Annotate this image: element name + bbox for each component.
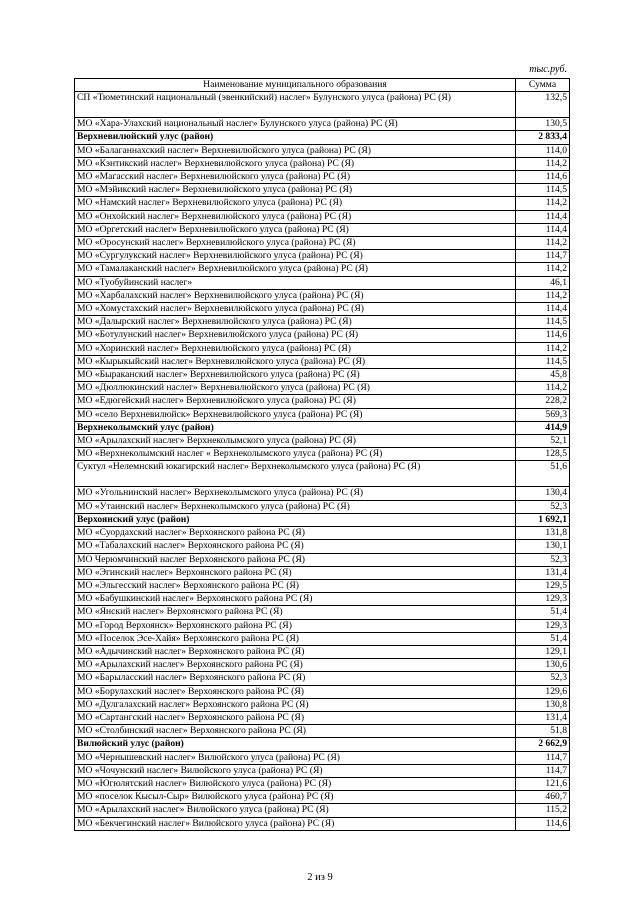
row-name: МО «Янский наслег» Верхоянского района РС (Я) [75,606,516,619]
row-sum: 569,3 [516,408,570,421]
header-name: Наименование муниципального образования [75,79,516,92]
table-row [75,171,570,184]
row-sum: 46,1 [516,276,570,289]
table-row [75,435,570,448]
row-name: Вилюйский улус (район) [75,738,516,751]
row-sum: 114,2 [516,157,570,170]
table-row [75,303,570,316]
row-sum: 130,8 [516,698,570,711]
table-row [75,144,570,157]
table-row [75,355,570,368]
row-sum: 414,9 [516,421,570,434]
row-name: МО «Верхнеколымский наслег « Верхнеколымского улуса (района) РС (Я) [75,448,516,461]
table-row [75,500,570,513]
table-row [75,210,570,223]
table-row [75,184,570,197]
page-number: 2 из 9 [307,872,333,883]
table-row [75,263,570,276]
table-row [75,606,570,619]
row-sum: 2 662,9 [516,738,570,751]
table-row [75,645,570,658]
row-sum: 114,2 [516,289,570,302]
row-name: МО «Сартангский наслег» Верхоянского района РС (Я) [75,711,516,724]
row-sum: 114,5 [516,316,570,329]
row-sum: 131,4 [516,711,570,724]
table-header-row [75,79,570,92]
row-sum: 114,6 [516,329,570,342]
row-name: МО «Тамалаканский наслег» Верхневилюйского улуса (района) РС (Я) [75,263,516,276]
row-name: МО «Ботулунский наслег» Верхневилюйского улуса (района) РС (Я) [75,329,516,342]
row-name: МО «Быраканский наслег» Верхневилюйского улуса (района) РС (Я) [75,369,516,382]
table-row [75,369,570,382]
table-row-district [75,513,570,526]
row-sum: 52,1 [516,435,570,448]
row-name: МО «Арылахский наслег» Верхнеколымского улуса (района) РС (Я) [75,435,516,448]
table-row [75,527,570,540]
row-name: МО «Чернышевский наслег» Вилюйского улуса (района) РС (Я) [75,751,516,764]
row-name: МО «Далырский наслег» Верхневилюйского улуса (района) РС (Я) [75,316,516,329]
row-name: МО «Арылахский наслег» Верхоянского района РС (Я) [75,659,516,672]
row-name: СП «Тюметинский национальный (эвенкийский) наслег» Булунского улуса (района) РС (Я) [75,92,516,118]
table-row [75,276,570,289]
row-name: МО «Оргетский наслег» Верхневилюйского улуса (района) РС (Я) [75,223,516,236]
table-row [75,672,570,685]
row-name: МО «Туобуйинский наслег» [75,276,516,289]
table-row [75,342,570,355]
table-row [75,197,570,210]
table-row [75,711,570,724]
row-sum: 2 833,4 [516,131,570,144]
table-row [75,764,570,777]
row-name: МО «Бабушкинский наслег» Верхоянского района РС (Я) [75,593,516,606]
row-name: МО «Едюгейский наслег» Верхневилюйского улуса (района) РС (Я) [75,395,516,408]
row-sum: 130,6 [516,659,570,672]
row-sum: 114,4 [516,210,570,223]
table-row [75,619,570,632]
table-row [75,223,570,236]
row-name: МО «Оросунский наслег» Верхневилюйского улуса (района) РС (Я) [75,237,516,250]
row-sum: 45,8 [516,369,570,382]
row-sum: 132,5 [516,92,570,118]
row-sum: 129,1 [516,645,570,658]
row-name: МО «Угольнинский наслег» Верхнеколымского улуса (района) РС (Я) [75,487,516,500]
table-row [75,817,570,830]
row-sum: 114,2 [516,382,570,395]
row-sum: 130,5 [516,118,570,131]
row-name: МО «Суордахский наслег» Верхоянского района РС (Я) [75,527,516,540]
row-name: МО «Арылахский наслег» Вилюйского улуса (района) РС (Я) [75,804,516,817]
row-name: МО «Кырыкыйский наслег» Верхневилюйского улуса (района) РС (Я) [75,355,516,368]
table-row [75,157,570,170]
row-name: МО «Дулгалахский наслег» Верхоянского района РС (Я) [75,698,516,711]
row-name: МО «Сургулукский наслег» Верхневилюйского улуса (района) РС (Я) [75,250,516,263]
row-sum: 114,5 [516,355,570,368]
table-row [75,579,570,592]
row-sum: 114,7 [516,751,570,764]
row-name: МО «поселок Кысыл-Сыр» Вилюйского улуса (района) РС (Я) [75,791,516,804]
unit-label: тыс.руб. [529,64,567,75]
row-sum: 131,8 [516,527,570,540]
table-row [75,250,570,263]
table-row [75,791,570,804]
row-sum: 114,7 [516,764,570,777]
row-name: МО «Кэнтикский наслег» Верхневилюйского улуса (района) РС (Я) [75,157,516,170]
row-sum: 1 692,1 [516,513,570,526]
row-sum: 51,6 [516,461,570,487]
row-sum: 114,2 [516,342,570,355]
table-row-district [75,738,570,751]
row-name: Верхоянский улус (район) [75,513,516,526]
row-name: МО «Столбинский наслег» Верхоянского района РС (Я) [75,725,516,738]
row-name: МО «Онхойский наслег» Верхневилюйского улуса (района) РС (Я) [75,210,516,223]
table-row [75,553,570,566]
row-name: Суктул «Нелемнский юкагирский наслег» Верхнеколымского улуса (района) РС (Я) [75,461,516,487]
row-name: МО «Югюлятский наслег» Вилюйского улуса (района) РС (Я) [75,777,516,790]
row-name: МО «Магасский наслег» Верхневилюйского улуса (района) РС (Я) [75,171,516,184]
table-row [75,329,570,342]
row-sum: 129,3 [516,593,570,606]
row-sum: 114,7 [516,250,570,263]
table-row [75,632,570,645]
table-row [75,685,570,698]
row-name: МО «Мэйикский наслег» Верхневилюйского улуса (района) РС (Я) [75,184,516,197]
row-name: МО «Бекчегинский наслег» Вилюйского улуса (района) РС (Я) [75,817,516,830]
row-sum: 129,5 [516,579,570,592]
table-row [75,92,570,118]
row-sum: 114,4 [516,303,570,316]
row-name: МО «Хомустахский наслег» Верхневилюйского улуса (района) РС (Я) [75,303,516,316]
table-row [75,698,570,711]
row-name: МО «Харбалахский наслег» Верхневилюйского улуса (района) РС (Я) [75,289,516,302]
row-sum: 131,4 [516,566,570,579]
budget-table [74,78,570,831]
row-name: МО Черюмчинский наслег Верхоянского района РС (Я) [75,553,516,566]
row-sum: 114,2 [516,197,570,210]
row-sum: 51,8 [516,725,570,738]
row-name: МО «Дюллюкинский наслег» Верхневилюйского улуса (района) РС (Я) [75,382,516,395]
row-sum: 114,4 [516,223,570,236]
table-row-district [75,421,570,434]
row-name: МО «Балаганнахский наслег» Верхневилюйского улуса (района) РС (Я) [75,144,516,157]
row-sum: 129,3 [516,619,570,632]
row-sum: 129,6 [516,685,570,698]
row-name: МО «Хара-Улахский национальный наслег» Булунского улуса (района) РС (Я) [75,118,516,131]
row-name: МО «село Верхневилюйск» Верхневилюйского улуса (района) РС (Я) [75,408,516,421]
row-sum: 121,6 [516,777,570,790]
row-sum: 114,2 [516,237,570,250]
row-sum: 130,1 [516,540,570,553]
row-sum: 114,6 [516,817,570,830]
row-name: Верхневилюйский улус (район) [75,131,516,144]
table-row [75,316,570,329]
row-name: МО «Чочунский наслег» Вилюйского улуса (района) РС (Я) [75,764,516,777]
row-name: МО «Город Верхоянск» Верхоянского района РС (Я) [75,619,516,632]
table-row [75,448,570,461]
table-row [75,804,570,817]
row-sum: 115,2 [516,804,570,817]
row-sum: 51,4 [516,606,570,619]
row-sum: 114,6 [516,171,570,184]
row-name: МО «Табалахский наслег» Верхоянского района РС (Я) [75,540,516,553]
table-row [75,566,570,579]
table-row [75,382,570,395]
row-name: Верхнеколымский улус (район) [75,421,516,434]
row-sum: 52,3 [516,553,570,566]
row-name: МО «Утаинский наслег» Верхнеколымского улуса (района) РС (Я) [75,500,516,513]
table-row [75,118,570,131]
table-row [75,487,570,500]
table-row [75,461,570,487]
row-sum: 51,4 [516,632,570,645]
table-row [75,659,570,672]
row-name: МО «Хоринский наслег» Верхневилюйского улуса (района) РС (Я) [75,342,516,355]
table-row [75,593,570,606]
table-row [75,408,570,421]
row-sum: 114,5 [516,184,570,197]
row-name: МО «Борулахский наслег» Верхоянского района РС (Я) [75,685,516,698]
row-name: МО «Эгинский наслег» Верхоянского района РС (Я) [75,566,516,579]
row-name: МО «Барыласский наслег» Верхоянского района РС (Я) [75,672,516,685]
table-row [75,289,570,302]
header-sum: Сумма [516,79,570,92]
table-row-district [75,131,570,144]
table-row [75,395,570,408]
table-row [75,237,570,250]
row-sum: 460,7 [516,791,570,804]
table-row [75,540,570,553]
table-body [75,92,570,831]
row-sum: 114,2 [516,263,570,276]
row-name: МО «Намский наслег» Верхневилюйского улуса (района) РС (Я) [75,197,516,210]
row-name: МО «Поселок Эсе-Хайя» Верхоянского района РС (Я) [75,632,516,645]
row-sum: 228,2 [516,395,570,408]
table-row [75,725,570,738]
row-name: МО «Эльгесский наслег» Верхоянского района РС (Я) [75,579,516,592]
row-name: МО «Адычинский наслег» Верхоянского района РС (Я) [75,645,516,658]
row-sum: 114,0 [516,144,570,157]
row-sum: 52,3 [516,672,570,685]
table-row [75,751,570,764]
row-sum: 52,3 [516,500,570,513]
row-sum: 130,4 [516,487,570,500]
table-row [75,777,570,790]
row-sum: 128,5 [516,448,570,461]
